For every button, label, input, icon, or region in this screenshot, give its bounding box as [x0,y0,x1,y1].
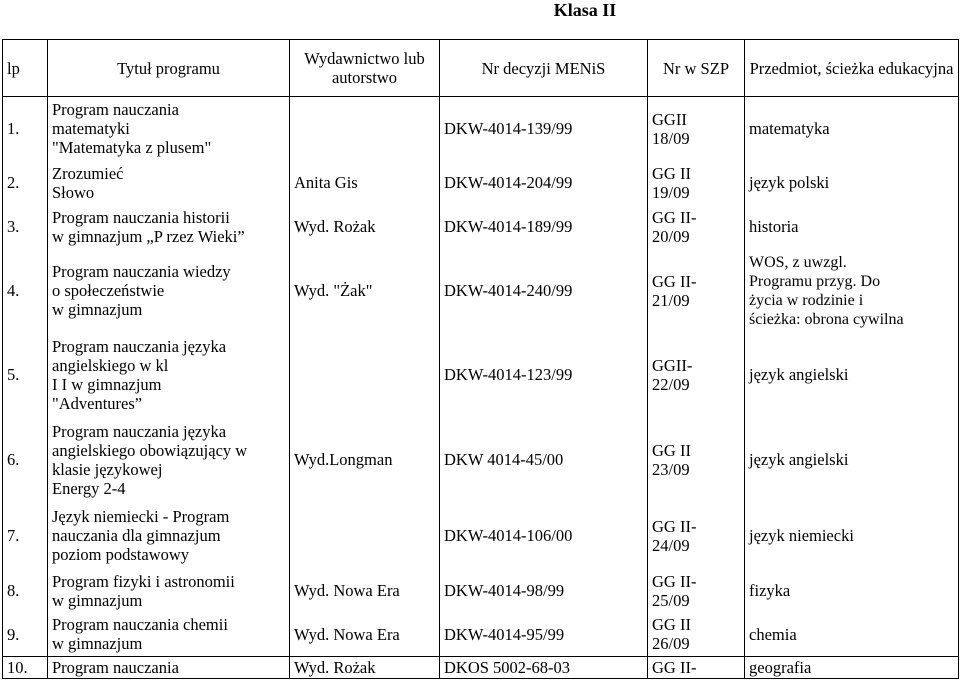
row-title [48,333,290,417]
row-szp-line: 25/09 [652,590,690,610]
row-szp [648,333,745,417]
row-decision: DKW-4014-123/99 [440,333,648,417]
row-szp [648,503,745,569]
row-subject [745,657,959,679]
table-row [3,161,959,205]
row-title-line: Program fizyki i astronomii [52,571,235,591]
table-row [3,205,959,249]
row-title-line: Program nauczania języka [52,336,227,356]
row-subject-line: fizyka [749,581,791,600]
row-title-line: Program nauczania [52,100,179,120]
row-title-line: klasie językowej [52,459,163,479]
header-title: Tytuł programu [48,40,290,97]
row-title [48,657,290,679]
table-row [3,657,959,679]
row-szp [648,205,745,249]
row-decision: DKW-4014-106/00 [440,503,648,569]
row-szp [648,613,745,657]
row-subject-line: język polski [749,173,830,192]
row-title-line: "Adventures” [52,393,143,413]
row-szp [648,417,745,503]
row-title-line: Zrozumieć [52,163,124,183]
row-szp-line: GG II- [652,571,697,591]
header-subject: Przedmiot, ścieżka edukacyjna [745,40,959,97]
row-title-line: Program nauczania języka [52,421,227,441]
row-szp-line: 26/09 [652,634,690,654]
header-decision: Nr decyzji MENiS [440,40,648,97]
row-subject-line: język angielski [749,450,849,469]
header-lp: lp [3,40,48,97]
row-subject [745,417,959,503]
row-szp-line: 18/09 [652,128,690,148]
row-szp [648,657,745,679]
row-szp-line: GG II [652,440,691,460]
row-title [48,205,290,249]
row-title [48,503,290,569]
row-title-line: Energy 2-4 [52,478,126,498]
row-title-line: angielskiego w kl [52,355,169,375]
row-decision: DKOS 5002-68-03 [440,657,648,679]
table-row [3,503,959,569]
row-szp-line: 20/09 [652,226,690,246]
row-szp-line: 19/09 [652,182,690,202]
row-szp-line: GG II- [652,658,697,677]
table-row [3,613,959,657]
row-szp [648,161,745,205]
row-publisher [290,503,440,569]
row-title-line: w gimnazjum „P rzez Wieki” [52,226,245,246]
row-title-line: Program nauczania chemii [52,615,228,635]
row-subject [745,333,959,417]
row-szp-line: GG II- [652,516,697,536]
row-publisher: Wyd. Rożak [290,205,440,249]
header-szp: Nr w SZP [648,40,745,97]
row-decision: DKW-4014-240/99 [440,249,648,333]
row-szp-line: GG II [652,615,691,635]
row-lp: 5. [3,333,48,417]
table-row [3,333,959,417]
table-row [3,97,959,161]
row-title-line: w gimnazjum [52,300,143,319]
row-decision: DKW 4014-45/00 [440,417,648,503]
row-title-line: angielskiego obowiązujący w [52,440,248,460]
row-szp-line: GGII- [652,355,693,375]
row-subject-line: WOS, z uwzgl. [749,253,847,271]
row-subject [745,569,959,613]
row-title-line: Program nauczania [52,658,179,677]
row-subject-line: Programu przyg. Do [749,272,881,290]
row-title-line: Program nauczania historii [52,207,230,227]
row-title-line: nauczania dla gimnazjum [52,526,221,545]
row-subject-line: język angielski [749,365,849,384]
row-subject [745,613,959,657]
row-szp-line: 23/09 [652,459,690,479]
row-publisher [290,97,440,161]
row-lp: 8. [3,569,48,613]
row-publisher: Wyd. "Żak" [290,249,440,333]
row-lp: 9. [3,613,48,657]
row-subject-line: historia [749,217,799,236]
row-szp-line: 24/09 [652,535,690,555]
table-header-row [3,40,959,97]
row-decision: DKW-4014-204/99 [440,161,648,205]
row-title-line: w gimnazjum [52,634,143,654]
row-title [48,569,290,613]
table-row [3,249,959,333]
row-subject-line: język niemiecki [749,526,854,545]
row-szp-line: 21/09 [652,290,690,310]
row-lp: 3. [3,205,48,249]
row-szp [648,97,745,161]
row-lp: 2. [3,161,48,205]
row-title-line: "Matematyka z plusem" [52,138,212,158]
row-title-line: Program nauczania wiedzy [52,262,231,281]
row-title-line: w gimnazjum [52,590,143,610]
table-row [3,569,959,613]
row-title-line: Język niemiecki - Program [52,507,230,526]
row-subject-line: chemia [749,624,797,644]
row-lp: 7. [3,503,48,569]
row-lp: 4. [3,249,48,333]
row-decision: DKW-4014-139/99 [440,97,648,161]
row-szp [648,569,745,613]
row-subject-line: matematyka [749,119,830,139]
row-subject [745,161,959,205]
row-lp: 1. [3,97,48,161]
row-publisher [290,333,440,417]
row-subject [745,97,959,161]
row-subject-line: życia w rodzinie i [749,291,864,309]
row-title [48,417,290,503]
row-subject [745,503,959,569]
row-decision: DKW-4014-189/99 [440,205,648,249]
table-row [3,417,959,503]
header-publisher: Wydawnictwo lub autorstwo [290,40,440,97]
row-title-line: Słowo [52,182,95,202]
row-title [48,613,290,657]
row-title [48,97,290,161]
row-title-line: poziom podstawowy [52,545,190,564]
row-szp-line: GGII [652,109,687,129]
programs-table [2,39,959,679]
row-title-line: I I w gimnazjum [52,374,162,394]
row-lp: 10. [3,657,48,679]
page-title: Klasa II [553,0,617,20]
row-title [48,161,290,205]
row-szp-line: GG II [652,163,691,183]
row-szp-line: GG II- [652,271,697,291]
row-lp: 6. [3,417,48,503]
row-publisher: Wyd. Nowa Era [290,569,440,613]
row-decision: DKW-4014-95/99 [440,613,648,657]
row-publisher: Wyd. Nowa Era [290,613,440,657]
row-szp-line: GG II- [652,207,697,227]
row-decision: DKW-4014-98/99 [440,569,648,613]
row-publisher: Wyd. Rożak [290,657,440,679]
row-subject [745,205,959,249]
row-subject [745,249,959,333]
row-title-line: matematyki [52,119,130,139]
row-publisher: Wyd.Longman [290,417,440,503]
row-szp-line: 22/09 [652,374,690,394]
row-subject-line: geografia [749,658,812,677]
row-title-line: o społeczeństwie [52,281,165,300]
row-title [48,249,290,333]
row-subject-line: ścieżka: obrona cywilna [749,310,904,328]
row-publisher: Anita Gis [290,161,440,205]
row-szp [648,249,745,333]
